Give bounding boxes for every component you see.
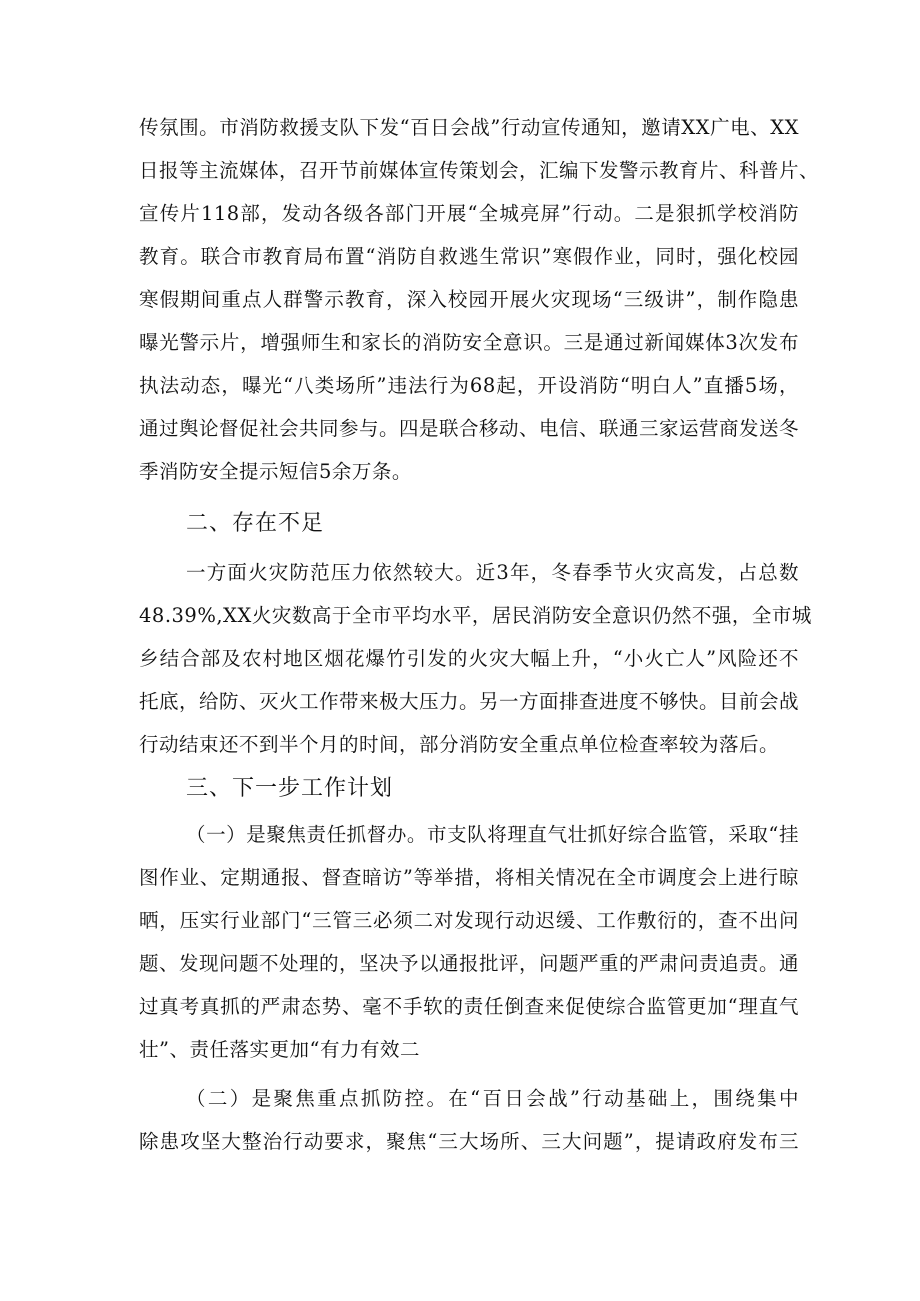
text-line: 乡结合部及农村地区烟花爆竹引发的火灾大幅上升，“小火亡人”风险还不 bbox=[139, 647, 799, 670]
text-line: 壮”、责任落实更加“有力有效二 bbox=[139, 1038, 420, 1061]
text-line: 执法动态，曝光“八类场所”违法行为68起，开设消防“明白人”直播5场， bbox=[139, 374, 799, 397]
text-line: 寒假期间重点人群警示教育，深入校园开展火灾现场“三级讲”，制作隐患 bbox=[139, 288, 799, 311]
text-line: 图作业、定期通报、督查暗访”等举措，将相关情况在全市调度会上进行晾 bbox=[139, 866, 799, 889]
text-line: （二）是聚焦重点抓防控。在“百日会战”行动基础上，围绕集中 bbox=[186, 1087, 799, 1110]
text-line: 一方面火灾防范压力依然较大。近3年，冬春季节火灾高发，占总数 bbox=[186, 561, 799, 584]
text-line: 48.39%,XX火灾数高于全市平均水平，居民消防安全意识仍然不强，全市城 bbox=[139, 604, 812, 627]
text-line: 过真考真抓的严肃态势、毫不手软的责任倒查来促使综合监管更加“理直气 bbox=[139, 995, 799, 1018]
text-line: 题、发现问题不处理的，坚决予以通报批评，问题严重的严肃问责追责。通 bbox=[139, 952, 800, 975]
text-line: 日报等主流媒体，召开节前媒体宣传策划会，汇编下发警示教育片、科普片、 bbox=[139, 159, 820, 182]
section-heading: 三、下一步工作计划 bbox=[186, 776, 394, 801]
text-line: 晒，压实行业部门“三管三必须二对发现行动迟缓、工作敷衍的，查不出问 bbox=[139, 909, 799, 932]
text-line: 曝光警示片，增强师生和家长的消防安全意识。三是通过新闻媒体3次发布 bbox=[139, 331, 799, 354]
text-line: 除患攻坚大整治行动要求，聚焦“三大场所、三大问题”，提请政府发布三 bbox=[139, 1130, 799, 1153]
text-line: 通过舆论督促社会共同参与。四是联合移动、电信、联通三家运营商发送冬 bbox=[139, 417, 800, 440]
text-line: 教育。联合市教育局布置“消防自救逃生常识”寒假作业，同时，强化校园 bbox=[139, 245, 799, 268]
text-line: 传氛围。市消防救援支队下发“百日会战”行动宣传通知，邀请XX广电、XX bbox=[139, 116, 799, 139]
text-line: 托底，给防、灭火工作带来极大压力。另一方面排查进度不够快。目前会战 bbox=[139, 690, 800, 713]
text-line: 宣传片118部，发动各级各部门开展“全城亮屏”行动。二是狠抓学校消防 bbox=[139, 202, 799, 225]
text-line: （一）是聚焦责任抓督办。市支队将理直气壮抓好综合监管，采取“挂 bbox=[186, 823, 799, 846]
text-line: 行动结束还不到半个月的时间，部分消防安全重点单位检查率较为落后。 bbox=[139, 733, 780, 756]
text-line: 季消防安全提示短信5余万条。 bbox=[139, 460, 412, 483]
section-heading: 二、存在不足 bbox=[186, 511, 325, 536]
